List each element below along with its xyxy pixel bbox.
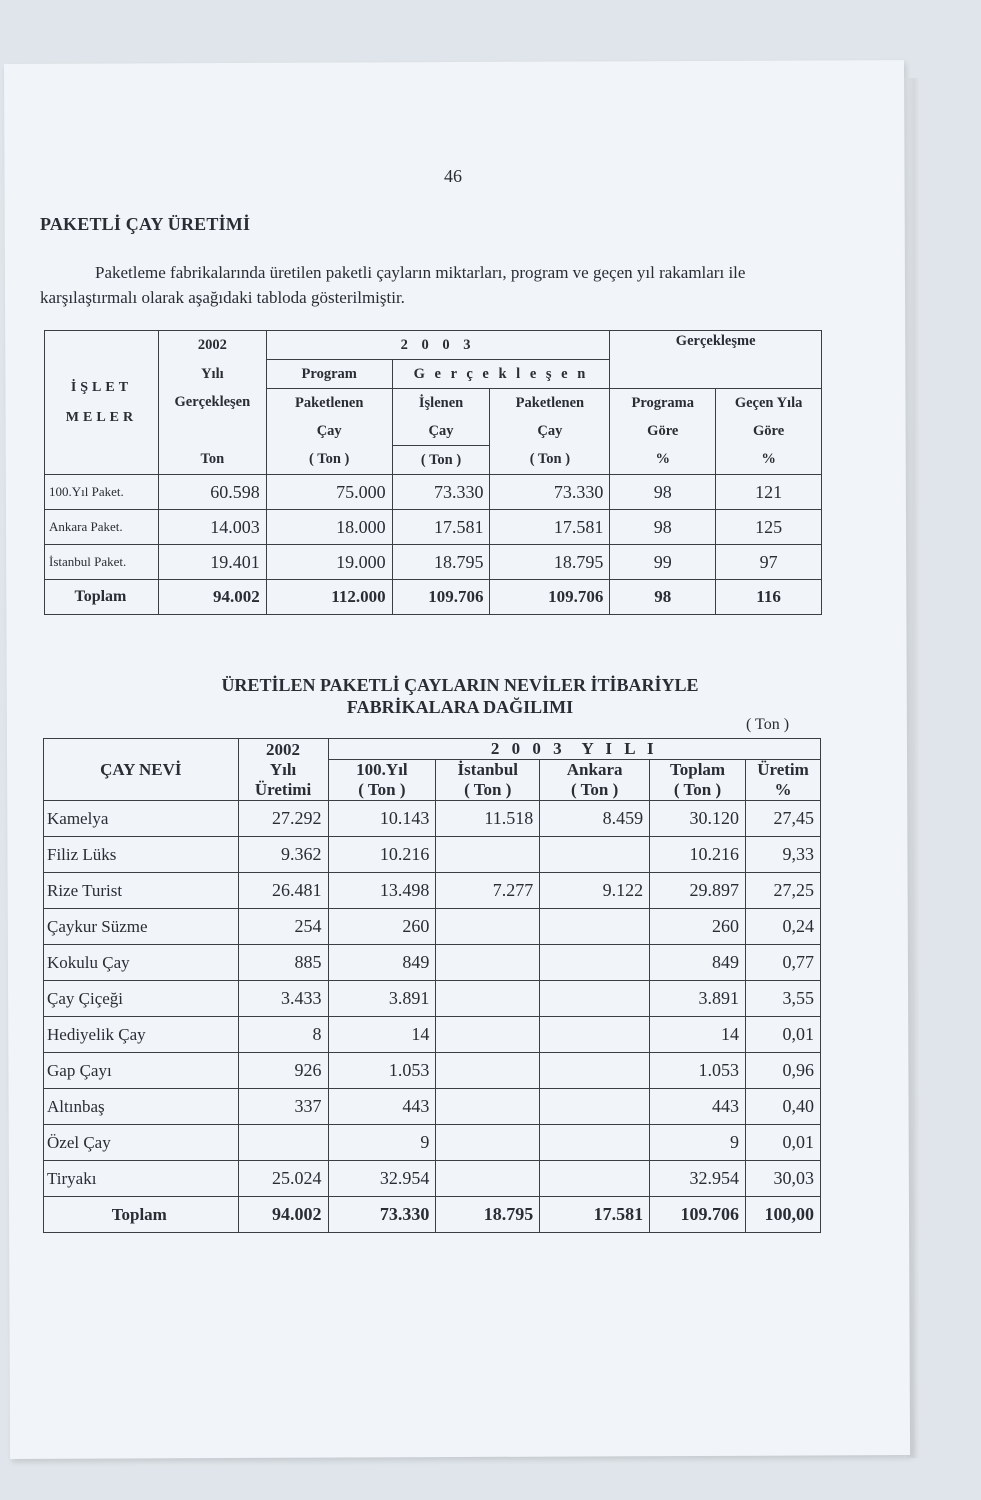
total-label: Toplam xyxy=(45,580,159,615)
cell-2002: 14.003 xyxy=(158,510,266,545)
header-paketlenen-unit: ( Ton ) xyxy=(490,446,610,475)
cell-2002 xyxy=(238,1125,328,1161)
table-row xyxy=(44,1125,821,1161)
packaged-tea-production-table xyxy=(44,330,822,615)
cell-toplam: 32.954 xyxy=(650,1161,746,1197)
cell-2002: 19.401 xyxy=(158,545,266,580)
header-programa-gore-line2: Göre xyxy=(610,417,716,446)
cell-toplam: 1.053 xyxy=(650,1053,746,1089)
cell-program: 19.000 xyxy=(266,545,392,580)
row-name: Hediyelik Çay xyxy=(44,1017,239,1053)
cell-toplam: 10.216 xyxy=(650,837,746,873)
cell-ankara xyxy=(540,981,650,1017)
cell-uretim-pct: 27,45 xyxy=(745,801,820,837)
cell-uretim-pct: 0,01 xyxy=(745,1125,820,1161)
cell-2002: 926 xyxy=(238,1053,328,1089)
cell-ankara xyxy=(540,945,650,981)
cell-ankara xyxy=(540,837,650,873)
table2-title-line2: FABRİKALARA DAĞILIMI xyxy=(346,697,574,717)
header-gecen-yila-gore-unit: % xyxy=(716,446,822,475)
header-islenen: İşlenen xyxy=(392,389,490,418)
cell-uretim-pct: 3,55 xyxy=(745,981,820,1017)
cell-gecen-yila-gore: 125 xyxy=(716,510,822,545)
table-row xyxy=(44,1053,821,1089)
header-2002-line2: Yılı xyxy=(158,360,266,389)
cell-uretim-pct: 0,01 xyxy=(745,1017,820,1053)
total-row xyxy=(44,1197,821,1233)
header-2002-spacer xyxy=(158,417,266,446)
intro-paragraph: Paketleme fabrikalarında üretilen paketli çayların miktarları, program ve geçen yıl rakamları ile karşılaştırmalı olarak aşağıdaki tabloda gösterilmiştir. xyxy=(40,263,746,307)
page-number: 46 xyxy=(444,166,462,186)
cell-100-yil: 1.053 xyxy=(328,1053,436,1089)
total-ankara: 17.581 xyxy=(540,1197,650,1233)
cell-istanbul xyxy=(436,1053,540,1089)
cell-toplam: 260 xyxy=(650,909,746,945)
cell-ankara xyxy=(540,1161,650,1197)
cell-ankara xyxy=(540,1125,650,1161)
cell-istanbul xyxy=(436,909,540,945)
total-istanbul: 18.795 xyxy=(436,1197,540,1233)
table-row xyxy=(44,945,821,981)
header-istanbul: İstanbul ( Ton ) xyxy=(436,760,540,801)
cell-ankara xyxy=(540,1089,650,1125)
cell-100-yil: 3.891 xyxy=(328,981,436,1017)
cell-ankara xyxy=(540,909,650,945)
row-name: Gap Çayı xyxy=(44,1053,239,1089)
header-gerceklesen: G e r ç e k l e ş e n xyxy=(392,360,610,389)
cell-toplam: 14 xyxy=(650,1017,746,1053)
cell-istanbul xyxy=(436,945,540,981)
row-name: Kamelya xyxy=(44,801,239,837)
cell-programa-gore: 98 xyxy=(610,510,716,545)
cell-uretim-pct: 27,25 xyxy=(745,873,820,909)
header-gecen-yila-gore-line2: Göre xyxy=(716,417,822,446)
section-title: PAKETLİ ÇAY ÜRETİMİ xyxy=(40,214,251,234)
cell-uretim-pct: 9,33 xyxy=(745,837,820,873)
cell-100-yil: 32.954 xyxy=(328,1161,436,1197)
cell-2002: 3.433 xyxy=(238,981,328,1017)
cell-toplam: 9 xyxy=(650,1125,746,1161)
table2-title-line1: ÜRETİLEN PAKETLİ ÇAYLARIN NEVİLER İTİBARİYLE xyxy=(221,675,699,695)
cell-istanbul: 7.277 xyxy=(436,873,540,909)
header-cay-nevi: ÇAY NEVİ xyxy=(44,739,239,801)
row-name: Kokulu Çay xyxy=(44,945,239,981)
total-islenen: 109.706 xyxy=(392,580,490,615)
header-uretim-pct: Üretim % xyxy=(745,760,820,801)
table-row xyxy=(44,1089,821,1125)
cell-paketlenen: 73.330 xyxy=(490,475,610,510)
cell-100-yil: 443 xyxy=(328,1089,436,1125)
table-row xyxy=(45,475,822,510)
cell-2002: 885 xyxy=(238,945,328,981)
header-program: Program xyxy=(266,360,392,389)
cell-ankara xyxy=(540,1017,650,1053)
cell-uretim-pct: 30,03 xyxy=(745,1161,820,1197)
cell-gecen-yila-gore: 97 xyxy=(716,545,822,580)
header-2002: 2002 Yılı Üretimi xyxy=(238,739,328,801)
total-toplam: 109.706 xyxy=(650,1197,746,1233)
total-uretim-pct: 100,00 xyxy=(745,1197,820,1233)
total-programa-gore: 98 xyxy=(610,580,716,615)
cell-uretim-pct: 0,24 xyxy=(745,909,820,945)
row-name: Özel Çay xyxy=(44,1125,239,1161)
cell-uretim-pct: 0,77 xyxy=(745,945,820,981)
cell-paketlenen: 17.581 xyxy=(490,510,610,545)
cell-program: 75.000 xyxy=(266,475,392,510)
header-prog-paketlenen-unit: ( Ton ) xyxy=(266,446,392,475)
cell-2002: 60.598 xyxy=(158,475,266,510)
header-islenen-cay: Çay xyxy=(392,417,490,446)
cell-2002: 27.292 xyxy=(238,801,328,837)
total-label: Toplam xyxy=(44,1197,239,1233)
total-paketlenen: 109.706 xyxy=(490,580,610,615)
cell-toplam: 3.891 xyxy=(650,981,746,1017)
cell-100-yil: 14 xyxy=(328,1017,436,1053)
cell-istanbul xyxy=(436,1017,540,1053)
cell-ankara xyxy=(540,1053,650,1089)
header-ankara: Ankara ( Ton ) xyxy=(540,760,650,801)
cell-programa-gore: 99 xyxy=(610,545,716,580)
row-name: 100.Yıl Paket. xyxy=(45,475,159,510)
cell-2002: 337 xyxy=(238,1089,328,1125)
header-programa-gore: Programa xyxy=(610,389,716,418)
row-name: Rize Turist xyxy=(44,873,239,909)
cell-islenen: 17.581 xyxy=(392,510,490,545)
cell-toplam: 849 xyxy=(650,945,746,981)
table-row xyxy=(45,545,822,580)
cell-100-yil: 849 xyxy=(328,945,436,981)
table-row xyxy=(45,510,822,545)
cell-istanbul xyxy=(436,1089,540,1125)
cell-programa-gore: 98 xyxy=(610,475,716,510)
cell-toplam: 30.120 xyxy=(650,801,746,837)
header-paketlenen: Paketlenen xyxy=(490,389,610,418)
cell-2002: 8 xyxy=(238,1017,328,1053)
table2-title xyxy=(150,674,770,718)
cell-ankara: 9.122 xyxy=(540,873,650,909)
cell-2002: 254 xyxy=(238,909,328,945)
header-paketlenen-cay: Çay xyxy=(490,417,610,446)
row-name: Ankara Paket. xyxy=(45,510,159,545)
row-name: Altınbaş xyxy=(44,1089,239,1125)
total-row xyxy=(45,580,822,615)
header-gecen-yila-gore: Geçen Yıla xyxy=(716,389,822,418)
cell-uretim-pct: 0,40 xyxy=(745,1089,820,1125)
row-name: Filiz Lüks xyxy=(44,837,239,873)
cell-100-yil: 9 xyxy=(328,1125,436,1161)
table-row xyxy=(44,981,821,1017)
header-islenen-unit: ( Ton ) xyxy=(392,446,490,475)
table-row xyxy=(44,873,821,909)
header-2003-yili: 2 0 0 3 Y I L I xyxy=(328,739,821,760)
cell-istanbul xyxy=(436,981,540,1017)
table2-unit: ( Ton ) xyxy=(746,716,790,733)
cell-toplam: 443 xyxy=(650,1089,746,1125)
cell-2002: 26.481 xyxy=(238,873,328,909)
cell-islenen: 73.330 xyxy=(392,475,490,510)
cell-islenen: 18.795 xyxy=(392,545,490,580)
total-gecen-yila-gore: 116 xyxy=(716,580,822,615)
header-gerceklesme: Gerçekleşme xyxy=(610,331,822,389)
cell-paketlenen: 18.795 xyxy=(490,545,610,580)
header-isletmeler: İŞLET MELER xyxy=(45,331,159,475)
header-2003: 2 0 0 3 xyxy=(266,331,610,360)
cell-istanbul xyxy=(436,1161,540,1197)
cell-100-yil: 13.498 xyxy=(328,873,436,909)
cell-gecen-yila-gore: 121 xyxy=(716,475,822,510)
total-2002: 94.002 xyxy=(158,580,266,615)
header-2002-line1: 2002 xyxy=(158,331,266,360)
cell-istanbul xyxy=(436,1125,540,1161)
total-100-yil: 73.330 xyxy=(328,1197,436,1233)
cell-100-yil: 10.216 xyxy=(328,837,436,873)
cell-istanbul xyxy=(436,837,540,873)
table-row xyxy=(44,1161,821,1197)
header-prog-paketlenen: Paketlenen xyxy=(266,389,392,418)
cell-uretim-pct: 0,96 xyxy=(745,1053,820,1089)
cell-program: 18.000 xyxy=(266,510,392,545)
tea-type-distribution-table xyxy=(43,738,821,1233)
row-name: İstanbul Paket. xyxy=(45,545,159,580)
total-program: 112.000 xyxy=(266,580,392,615)
table-row xyxy=(44,801,821,837)
header-2002-line3: Gerçekleşen xyxy=(158,389,266,418)
header-prog-paketlenen-cay: Çay xyxy=(266,417,392,446)
table-row xyxy=(44,909,821,945)
cell-100-yil: 260 xyxy=(328,909,436,945)
cell-ankara: 8.459 xyxy=(540,801,650,837)
cell-2002: 25.024 xyxy=(238,1161,328,1197)
table-row xyxy=(44,1017,821,1053)
cell-istanbul: 11.518 xyxy=(436,801,540,837)
row-name: Çay Çiçeği xyxy=(44,981,239,1017)
cell-100-yil: 10.143 xyxy=(328,801,436,837)
cell-toplam: 29.897 xyxy=(650,873,746,909)
row-name: Çaykur Süzme xyxy=(44,909,239,945)
header-100-yil: 100.Yıl ( Ton ) xyxy=(328,760,436,801)
total-2002: 94.002 xyxy=(238,1197,328,1233)
header-toplam: Toplam ( Ton ) xyxy=(650,760,746,801)
table-row xyxy=(44,837,821,873)
header-2002-unit: Ton xyxy=(158,446,266,475)
cell-2002: 9.362 xyxy=(238,837,328,873)
row-name: Tiryakı xyxy=(44,1161,239,1197)
header-programa-gore-unit: % xyxy=(610,446,716,475)
